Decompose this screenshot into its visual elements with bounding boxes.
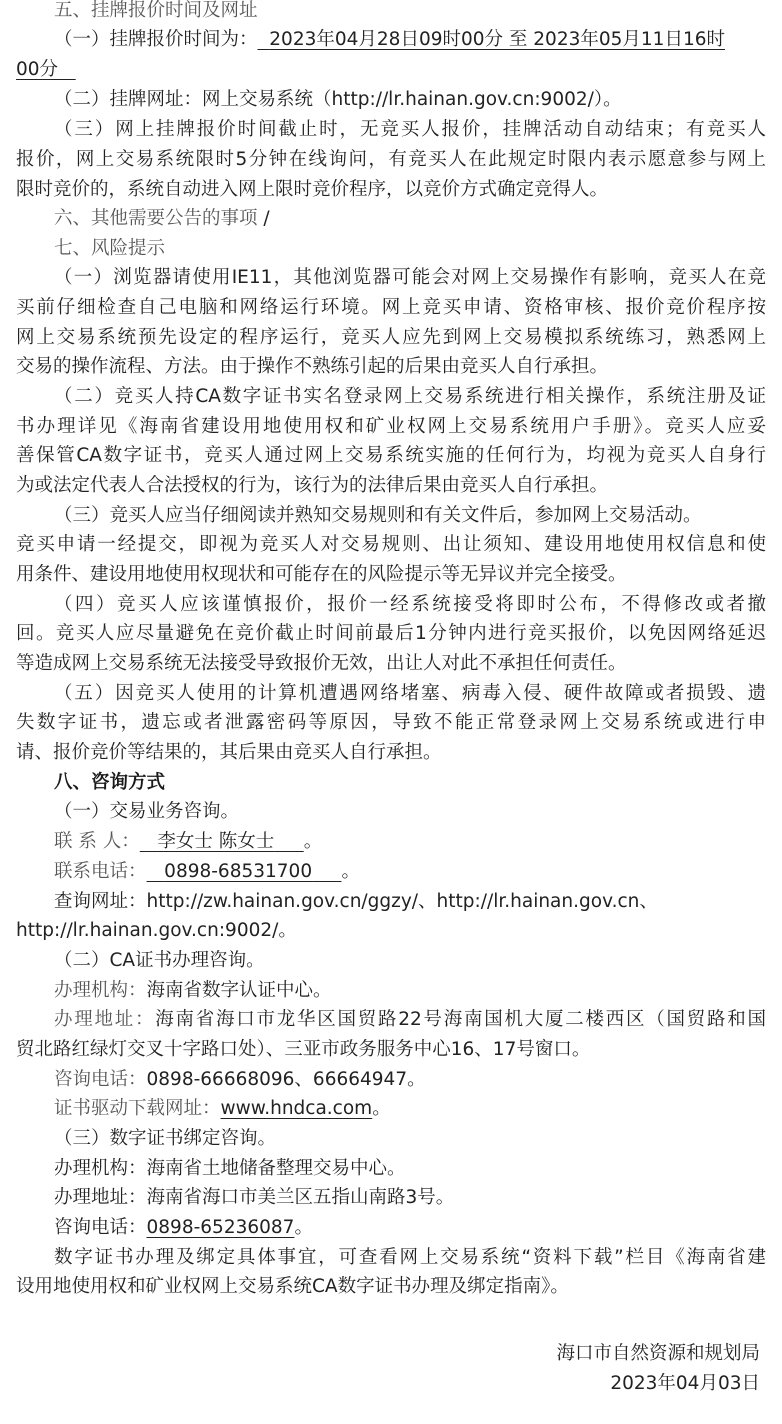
paragraph: 数字证书办理及绑定具体事宜，可查看网上交易系统“资料下载”栏目《海南省建: [54, 1247, 766, 1268]
paragraph: 交易的操作流程、方法。由于操作不熟练引起的后果由竞买人自行承担。: [16, 356, 609, 377]
ca-address-line: 办理地址：海南省海口市龙华区国贸路22号海南国机大厦二楼西区（国贸路和国: [54, 1009, 766, 1030]
binding-address-line: 办理地址：海南省海口市美兰区五指山南路3号。: [54, 1187, 455, 1208]
issue-date: 2023年04月03日: [610, 1373, 760, 1394]
issuer-name: 海口市自然资源和规划局: [556, 1343, 760, 1364]
ca-org-line: 办理机构：海南省数字认证中心。: [54, 980, 332, 1001]
paragraph: 买前仔细检查自己电脑和网络运行环境。网上竞买申请、资格审核、报价竞价程序按: [16, 297, 766, 318]
subsection-heading: （二）CA证书办理咨询。: [54, 950, 265, 971]
contact-phone-value: 0898-68531700: [164, 861, 313, 882]
driver-download-link[interactable]: www.hndca.com: [220, 1098, 373, 1119]
contact-phone-line: 联系电话： 0898-68531700 。: [54, 861, 361, 882]
paragraph: 请、报价竞价等结果的，其后果由竞买人自行承担。: [16, 742, 442, 763]
binding-org-line: 办理机构：海南省土地储备整理交易中心。: [54, 1158, 406, 1179]
listing-url-line: （二）挂牌网址：网上交易系统（http://lr.hainan.gov.cn:9002/）。: [54, 89, 622, 110]
subsection-heading: （一）交易业务咨询。: [54, 801, 240, 822]
listing-time-line: [54, 25, 725, 55]
paragraph: 报价，网上交易系统限时5分钟在线询问，有竞买人在此规定时限内表示愿意参与网上: [16, 149, 766, 170]
paragraph: 为或法定代表人合法授权的行为，该行为的法律后果由竞买人自行承担。: [16, 475, 609, 496]
query-url-line: 查询网址：http://zw.hainan.gov.cn/ggzy/、http://lr.hainan.gov.cn、: [54, 891, 658, 912]
query-url-line-2: http://lr.hainan.gov.cn:9002/。: [16, 920, 297, 941]
paragraph: （三）网上挂牌报价时间截止时，无竞买人报价，挂牌活动自动结束；有竞买人: [54, 119, 766, 140]
paragraph: 网上交易系统预先设定的程序运行，竞买人应先到网上交易模拟系统练习，熟悉网上: [16, 327, 766, 348]
listing-time-label: （一）挂牌报价时间为：: [54, 29, 258, 50]
driver-download-line: 证书驱动下载网址：www.hndca.com。: [54, 1098, 391, 1119]
section-5-heading: 五、挂牌报价时间及网址: [54, 0, 258, 21]
binding-phone-line: 咨询电话：0898-65236087。: [54, 1217, 313, 1238]
binding-phone-value: 0898-65236087: [146, 1217, 295, 1238]
paragraph: （三）竞买人应当仔细阅读并熟知交易规则和有关文件后，参加网上交易活动。: [54, 505, 702, 526]
section-6-value: /: [263, 208, 270, 229]
section-8-heading: 八、咨询方式: [54, 772, 166, 793]
paragraph: 等造成网上交易系统无法接受导致报价无效，出让人对此不承担任何责任。: [16, 653, 627, 674]
paragraph: （一）浏览器请使用IE11，其他浏览器可能会对网上交易操作有影响，竞买人在竞: [54, 267, 766, 288]
listing-time-line-2: [16, 55, 76, 85]
contact-person-value: 李女士 陈女士: [157, 831, 275, 852]
paragraph: 书办理详见《海南省建设用地使用权和矿业权网上交易系统用户手册》。竞买人应妥: [16, 416, 766, 437]
listing-time-value: 2023年04月28日09时00分 至 2023年05月11日16时: [269, 29, 725, 50]
section-7-heading: 七、风险提示: [54, 238, 166, 259]
contact-person-line: 联 系 人： 李女士 陈女士 。: [54, 831, 323, 852]
paragraph: 限时竞价的，系统自动进入网上限时竞价程序，以竞价方式确定竞得人。: [16, 179, 609, 200]
paragraph: 竞买申请一经提交，即视为竞买人对交易规则、出让须知、建设用地使用权信息和使: [16, 534, 766, 555]
paragraph: 用条件、建设用地使用权现状和可能存在的风险提示等无异议并完全接受。: [16, 564, 627, 585]
paragraph: （二）竞买人持CA数字证书实名登录网上交易系统进行相关操作，系统注册及证: [54, 386, 766, 407]
section-6-heading: 六、其他需要公告的事项 /: [54, 208, 270, 229]
subsection-heading: （三）数字证书绑定咨询。: [54, 1128, 277, 1149]
ca-phone-line: 咨询电话：0898-66668096、66664947。: [54, 1069, 426, 1090]
paragraph: 善保管CA数字证书，竞买人通过网上交易系统实施的任何行为，均视为竞买人自身行: [16, 445, 766, 466]
paragraph: 回。竞买人应尽量避免在竞价截止时间前最后1分钟内进行竞买报价，以免因网络延迟: [16, 623, 766, 644]
paragraph: （五）因竞买人使用的计算机遭遇网络堵塞、病毒入侵、硬件故障或者损毁、遗: [54, 683, 766, 704]
paragraph: 失数字证书，遗忘或者泄露密码等原因，导致不能正常登录网上交易系统或进行申: [16, 712, 766, 733]
listing-time-value-end: 00分: [16, 59, 59, 80]
paragraph: （四）竞买人应该谨慎报价，报价一经系统接受将即时公布，不得修改或者撤: [54, 594, 766, 615]
ca-address-line-2: 贸北路红绿灯交叉十字路口处）、三亚市政务服务中心16、17号窗口。: [16, 1039, 591, 1060]
paragraph: 设用地使用权和矿业权网上交易系统CA数字证书办理及绑定指南》。: [16, 1276, 569, 1297]
